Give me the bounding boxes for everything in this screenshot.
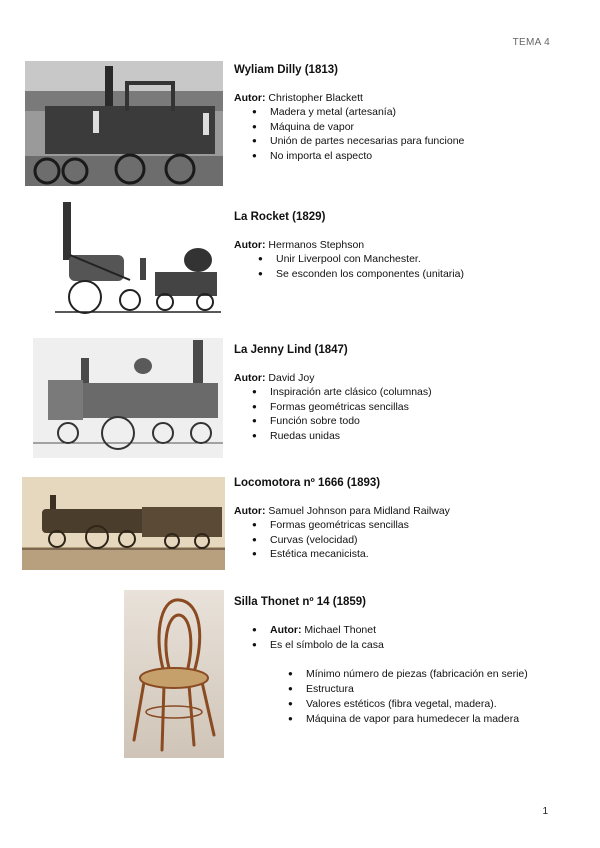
author-line	[234, 91, 564, 105]
bullet-list	[234, 518, 564, 562]
section-title: La Rocket (1829)	[234, 211, 326, 223]
author-name: Samuel Johnson para Midland Railway	[265, 505, 450, 517]
list-item: ● Estructura	[234, 682, 564, 697]
list-item: ● Valores estéticos (fibra vegetal, madera).	[234, 697, 564, 712]
bullet-list	[234, 252, 564, 281]
author-label: Autor:	[234, 92, 266, 104]
locomotive-drawing-rocket	[55, 200, 221, 315]
list-item: ● Máquina de vapor para humedecer la madera	[234, 712, 564, 727]
bullet-list	[234, 623, 564, 652]
author-label: Autor:	[270, 624, 302, 636]
locomotive-drawing-jenny-lind	[33, 338, 223, 458]
list-item: ● Ruedas unidas	[234, 429, 564, 444]
list-item: ● Madera y metal (artesanía)	[234, 105, 564, 120]
section-la-rocket	[234, 210, 564, 281]
bullet-list	[234, 105, 564, 164]
author-name: David Joy	[265, 372, 315, 384]
bullet-list	[234, 385, 564, 444]
section-wylam-dilly	[234, 63, 564, 164]
list-item: ● Mínimo número de piezas (fabricación en serie)	[234, 667, 564, 682]
locomotive-photo-1666	[22, 477, 225, 570]
section-title: La Jenny Lind (1847)	[234, 344, 348, 356]
list-item: ● Unir Liverpool con Manchester.	[234, 252, 564, 267]
section-jenny-lind	[234, 343, 564, 444]
list-item: ● No importa el aspecto	[234, 149, 564, 164]
section-title: Silla Thonet nº 14 (1859)	[234, 596, 367, 608]
author-label: Autor:	[234, 372, 266, 384]
list-item: ● Se esconden los componentes (unitaria)	[234, 267, 564, 282]
section-silla-thonet	[234, 595, 564, 726]
author-name: Michael Thonet	[301, 624, 377, 636]
author-name: Christopher Blackett	[265, 92, 363, 104]
author-label: Autor:	[234, 505, 266, 517]
author-line	[234, 371, 564, 385]
author-line	[234, 504, 564, 518]
author-name: Hermanos Stephson	[265, 239, 365, 251]
sub-bullet-list	[234, 667, 564, 726]
section-title: Wyliam Dilly (1813)	[234, 64, 338, 76]
list-item: ● Formas geométricas sencillas	[234, 400, 564, 415]
section-locomotora-1666	[234, 476, 564, 562]
chair-photo-thonet-14	[124, 590, 224, 758]
list-item: ● Unión de partes necesarias para funcione	[234, 134, 564, 149]
list-item: ● Función sobre todo	[234, 414, 564, 429]
list-item: ● Inspiración arte clásico (columnas)	[234, 385, 564, 400]
locomotive-photo-wylam-dilly	[25, 61, 223, 186]
list-item	[234, 623, 564, 638]
list-item: ● Curvas (velocidad)	[234, 533, 564, 548]
section-title: Locomotora nº 1666 (1893)	[234, 477, 381, 489]
list-item: ● Es el símbolo de la casa	[234, 638, 564, 653]
author-line	[234, 238, 564, 252]
header-tema: TEMA 4	[512, 37, 550, 48]
list-item: ● Formas geométricas sencillas	[234, 518, 564, 533]
author-label: Autor:	[234, 239, 266, 251]
list-item: ● Estética mecanicista.	[234, 547, 564, 562]
page-number: 1	[542, 806, 548, 817]
list-item: ● Máquina de vapor	[234, 120, 564, 135]
